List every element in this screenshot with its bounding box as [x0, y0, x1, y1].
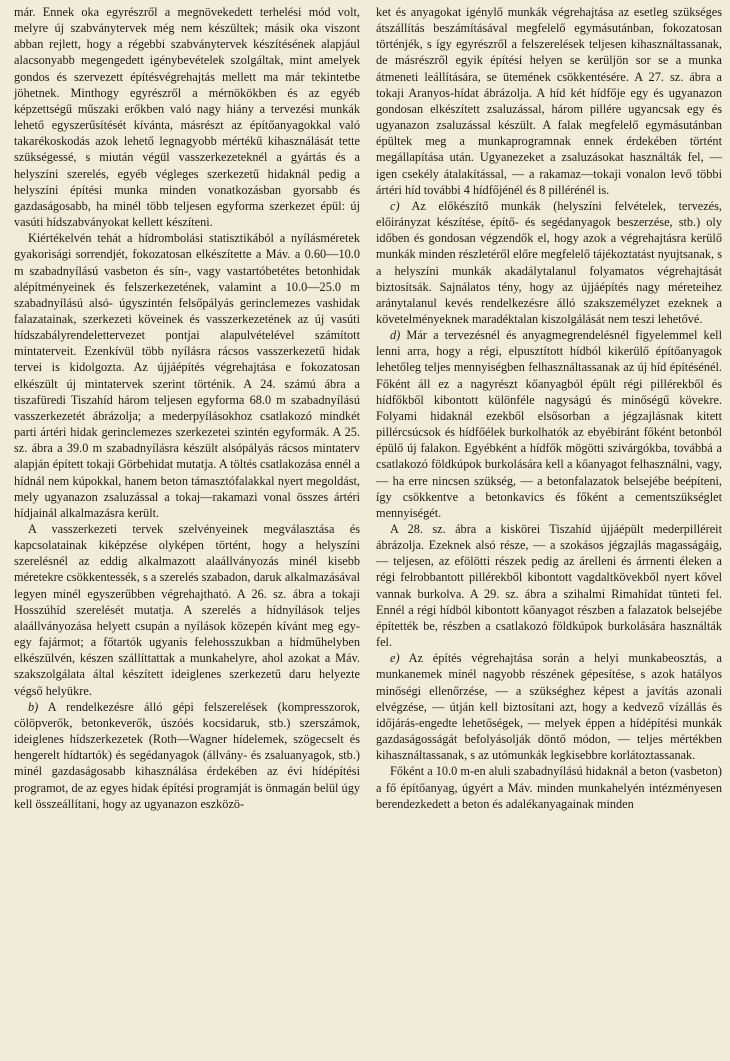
- paragraph-text: Az előkészítő munkák (helyszíni felvételek, tervezés, előirányzat készítése, építő- és segédanyagok beszerzése, stb.) oly időben és gondosan végzendők el, hogy azok a végrehajtásra kerülő munkák minden részletéről előre megfelelő tájékoztatást nyujtsanak, s a helyszíni munkák akadálytalanul folyamatos végrehajtását biztosítsák. Sajnálatos tény, hogy az újjáépítés nagy méreteihez aránytalanul kevés rendelkezésre álló szakszemélyzet ezeknek a követelményeknek maradéktalan kiszolgálását nem teszi lehetővé.: [376, 198, 722, 326]
- paragraph: Kiértékelvén tehát a hídrombolási statisztikából a nyílásméretek gyakorisági sorrendjét, fokozatosan elkészítette a Máv. a 0.60—10.0 m szabadnyílású vasbeton és sín-, vagy vastartóbetétes betonhidak alépítményeinek és felszerkezetének, valamint a 10.0—25.0 m szabadnyílású alsó- úgyszintén felsőpályás gerinclemezes vashidak falazatainak, szerkezeti köveinek és vasszerkezetének az új vasúti hídszabályrendelettervezet pontjai alapulvételével számított mintaterveit. Ezenkívül több nyílásra rácsos vasszerkezetű hidak tervei is kidolgozta. Az újjáépítés végrehajtása e fokozatosan elkészült új mintatervek szerint történik. A 24. számú ábra a tiszafüredi Tiszahíd három teljesen egyforma 68.0 m szabadnyílású vasszerkezetét ábrázolja; a mederpyílásokhoz csatlakozó mindkét parti ártéri hidak gerinclemezes szerkezetei szintén egyformák. A 25. sz. ábra a 39.0 m szabadnyílásra készült alsópályás rácsos mintaterv alapján épített tokaji Görbehidat mutatja. A töltés csatlakozása ennél a hídnál nem kúpokkal, hanem beton támasztófalakkal nyert megoldást, mely ugyanazon zsaluzással a tokaj—rakamazi vonal összes ártéri hídjainál alkalmazásra került.: [14, 231, 360, 520]
- paragraph-text: Már a tervezésnél és anyagmegrendelésnél figyelemmel kell lenni arra, hogy a régi, elpusztított hídból kikerülő építőanyagok lehetőleg teljes mennyiségben felhasználtassanak az új híd építésénél. Főként áll ez a nagyrészt kőanyagból épült régi pillérekből és hídfőkből kibontott különféle nagyságú és minőségű kövekre. Folyami hidaknál ezekből elsősorban a jégzajlásnak kitett pillércsúcsok és hídfőélek burkolhatók az ebyébiránt főként betonból épülő új falakon. Egyébként a hídfők mögötti szivárgókba, továbbá a csatlakozó földkúpok burkolására kell a kőanyagot felhasználni, vagy, — ha erre nincsen szükség, — a betonfalazatok belsejébe beépíteni, így csökkentve a betonkavics és főként a cementszükséglet mennyiségét.: [376, 328, 722, 520]
- list-marker: c): [390, 198, 400, 213]
- left-column: [14, 4, 360, 812]
- list-marker: b): [28, 699, 39, 714]
- list-marker: e): [390, 651, 400, 666]
- paragraph: [376, 198, 722, 327]
- paragraph: Főként a 10.0 m-en aluli szabadnyílású hidaknál a beton (vasbeton) a fő építőanyag, úgyért a Máv. minden munkahelyén intézményesen berendezkedett a beton és adalékanyagainak minden: [376, 764, 722, 811]
- text-columns: [14, 4, 722, 812]
- paragraph-text: A rendelkezésre álló gépi felszerelések (kompresszorok, cölöpverők, betonkeverők, úszóés kocsidaruk, stb.) szerszámok, ideiglenes hídszerkezetek (Roth—Wagner hídelemek, szögecselt és hengerelt hídtartók) és segédanyagok (állvány- és zsaluanyagok, stb.) minél gazdaságosabb kihasználása érdekében az évi hídépítési programot, de az egyes hidak építési programját is önmagán belül úgy kell összeállítani, hogy az ugyanazon eszközö-: [14, 699, 360, 811]
- paragraph: [376, 650, 722, 763]
- paragraph-text: Az építés végrehajtása során a helyi munkabeosztás, a munkanemek minél nagyobb részének gépesítése, s azok hatályos minőségi ellenőrzése, — a szükséghez képest a javítás azonali elvégzése, — útján kell biztosítani azt, hogy a kedvező vízállás és időjárás-engedte lehetőségek, — melyek éppen a hídépítési munkák gazdaságosságát befolyásolják döntő módon, — teljes mértékben kihasználtassanak, s az utómunkák legkisebbre korlátoztassanak.: [376, 651, 722, 763]
- paragraph: [376, 327, 722, 521]
- paragraph: A 28. sz. ábra a kiskörei Tiszahíd újjáépült mederpilléreit ábrázolja. Ezeknek alsó része, — a szokásos jégzajlás magasságáig, — teljesen, az efölötti részek pedig az árelleni és árrnenti éleken a régi felrobbantott pillérekből kibontott vagdaltkövekből nyert kővel vannak burkolva. A 29. sz. ábra a szihalmi Rimahídat tünteti fel. Ennél a régi hídból kibontott kőanyagot részben a falazatok belsejébe építették be, részben a csatlakozó földkúpok burkolására használták fel.: [376, 522, 722, 650]
- paragraph: [14, 699, 360, 812]
- paragraph: már. Ennek oka egyrészről a megnövekedett terhelési mód volt, melyre új szabványtervek még nem készültek; másik oka viszont abban rejlett, hogy a régebbi szabványtervek készítésének alapjául alacsonyabb megengedett igénybevételek szolgáltak, mint amelyek gondos és szervezett építésvégrehajtás mellett ma már tekintetbe jöhetnek. Minthogy egyrészről a mérnökökben és az egyéb képzettségű műszaki erőkben való nagy hiány a tervezési munkák lehető egyszerűsítését kívánta, másrészt az építőanyagokkal való takarékoskodás azok lehető legnagyobb mértékű kihasználását tette szükségessé, s miután végül vasszerkezeteknél a gyártás és a helyszíni szerelés, egyéb végleges szerkezetű hidaknál pedig a helyszíni építési munka minden vonatkozásban gyorsabb és gazdaságosabb, ha minél több teljesen egyforma szerkezet épül: új vasúti hídszabványokat kellett készíteni.: [14, 5, 360, 230]
- paragraph: ket és anyagokat igénylő munkák végrehajtása az esetleg szükséges átszállítás beszámításával megfelelő egymásutánban, fokozatosan történjék, s így egyrészről a felszerelések teljesen kihasználtassanak, de másrészről egyik építési helyen se kerüljön sor se a munka átmeneti leállítására, se ütemének csökkentésére. A 27. sz. ábra a tokaji Aranyos-hídat ábrázolja. A híd két hídfője egy és ugyanazon gondosan elkészített zsaluzással, három pillére ugyancsak egy és ugyanazon zsaluzással készült. A falak megfelelő egymásutánban épültek meg a munkaprogramnak ennek érdekében történt megállapítása után. Ugyanezeket a zsaluzásokat használták fel, — igen csekély átalakítással, — a rakamaz—tokaji vonalon levő többi ártéri híd további 4 hídfőjénél és 8 pillérénél is.: [376, 5, 722, 197]
- paragraph: A vasszerkezeti tervek szelvényeinek megválasztása és kapcsolatainak kiképzése olyképen történt, hogy a helyszíni szerelésnél az eddig alkalmazott alaállványozás minél kisebb méretekre csökkentessék, s a szerelés szabadon, daruk alkalmazásával legyen minél egyszerűbben végrehajtható. A 26. sz. ábra a tokaji Hosszúhíd szerelését mutatja. A szerelés a hídnyílások teljes alaállványozása helyett csupán a nyílások közepén kívánt meg egy-egy fajármot; a főtartók ugyanis felehosszukban a hídműhelyben elkészülvén, készen szállíttattak a munkahelyre, ahol azokat a Máv. szakszolgálata által készített ideiglenes szerkezetű daru helyezte végső helyükre.: [14, 522, 360, 698]
- right-column: [376, 4, 722, 812]
- list-marker: d): [390, 328, 401, 343]
